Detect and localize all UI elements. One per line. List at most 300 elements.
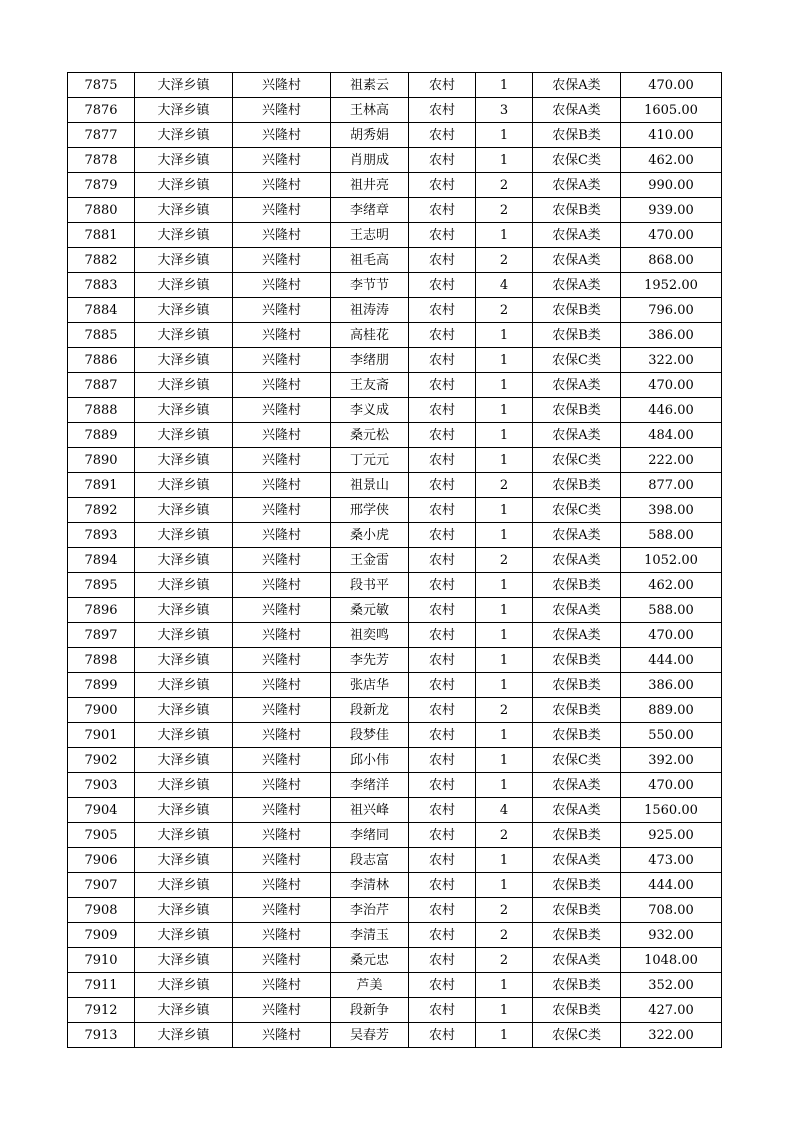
table-row bbox=[68, 948, 722, 973]
cell-village: 兴隆村 bbox=[233, 248, 331, 273]
cell-row-number: 7895 bbox=[68, 573, 135, 598]
cell-township: 大泽乡镇 bbox=[135, 398, 233, 423]
cell-row-number: 7900 bbox=[68, 698, 135, 723]
cell-amount: 1560.00 bbox=[621, 798, 722, 823]
cell-row-number: 7879 bbox=[68, 173, 135, 198]
table-row bbox=[68, 773, 722, 798]
cell-insurance-type: 农保A类 bbox=[533, 773, 621, 798]
cell-row-number: 7898 bbox=[68, 648, 135, 673]
table-row bbox=[68, 498, 722, 523]
cell-category: 农村 bbox=[409, 848, 476, 873]
cell-name: 李节节 bbox=[331, 273, 409, 298]
roster-table-body bbox=[68, 73, 722, 1048]
cell-row-number: 7909 bbox=[68, 923, 135, 948]
cell-category: 农村 bbox=[409, 523, 476, 548]
cell-village: 兴隆村 bbox=[233, 373, 331, 398]
cell-township: 大泽乡镇 bbox=[135, 173, 233, 198]
cell-township: 大泽乡镇 bbox=[135, 923, 233, 948]
cell-insurance-type: 农保B类 bbox=[533, 198, 621, 223]
cell-household-size: 3 bbox=[476, 98, 533, 123]
cell-village: 兴隆村 bbox=[233, 648, 331, 673]
cell-insurance-type: 农保C类 bbox=[533, 1023, 621, 1048]
cell-row-number: 7882 bbox=[68, 248, 135, 273]
cell-village: 兴隆村 bbox=[233, 598, 331, 623]
cell-village: 兴隆村 bbox=[233, 523, 331, 548]
cell-household-size: 1 bbox=[476, 498, 533, 523]
cell-household-size: 1 bbox=[476, 73, 533, 98]
cell-category: 农村 bbox=[409, 923, 476, 948]
cell-insurance-type: 农保B类 bbox=[533, 673, 621, 698]
cell-household-size: 1 bbox=[476, 773, 533, 798]
cell-township: 大泽乡镇 bbox=[135, 998, 233, 1023]
cell-township: 大泽乡镇 bbox=[135, 973, 233, 998]
cell-village: 兴隆村 bbox=[233, 448, 331, 473]
table-row bbox=[68, 373, 722, 398]
cell-village: 兴隆村 bbox=[233, 848, 331, 873]
cell-row-number: 7908 bbox=[68, 898, 135, 923]
cell-household-size: 2 bbox=[476, 473, 533, 498]
cell-village: 兴隆村 bbox=[233, 223, 331, 248]
cell-name: 祖兴峰 bbox=[331, 798, 409, 823]
cell-household-size: 2 bbox=[476, 173, 533, 198]
cell-insurance-type: 农保A类 bbox=[533, 523, 621, 548]
cell-category: 农村 bbox=[409, 123, 476, 148]
cell-category: 农村 bbox=[409, 98, 476, 123]
cell-row-number: 7907 bbox=[68, 873, 135, 898]
cell-row-number: 7894 bbox=[68, 548, 135, 573]
cell-village: 兴隆村 bbox=[233, 948, 331, 973]
cell-row-number: 7875 bbox=[68, 73, 135, 98]
cell-township: 大泽乡镇 bbox=[135, 723, 233, 748]
cell-township: 大泽乡镇 bbox=[135, 1023, 233, 1048]
cell-township: 大泽乡镇 bbox=[135, 773, 233, 798]
cell-row-number: 7902 bbox=[68, 748, 135, 773]
cell-village: 兴隆村 bbox=[233, 423, 331, 448]
cell-amount: 484.00 bbox=[621, 423, 722, 448]
cell-row-number: 7889 bbox=[68, 423, 135, 448]
cell-row-number: 7912 bbox=[68, 998, 135, 1023]
cell-category: 农村 bbox=[409, 698, 476, 723]
table-row bbox=[68, 298, 722, 323]
cell-household-size: 2 bbox=[476, 923, 533, 948]
cell-township: 大泽乡镇 bbox=[135, 323, 233, 348]
cell-name: 张店华 bbox=[331, 673, 409, 698]
cell-village: 兴隆村 bbox=[233, 298, 331, 323]
cell-amount: 925.00 bbox=[621, 823, 722, 848]
cell-amount: 222.00 bbox=[621, 448, 722, 473]
cell-category: 农村 bbox=[409, 998, 476, 1023]
cell-insurance-type: 农保B类 bbox=[533, 648, 621, 673]
cell-name: 祖景山 bbox=[331, 473, 409, 498]
cell-row-number: 7884 bbox=[68, 298, 135, 323]
cell-amount: 1605.00 bbox=[621, 98, 722, 123]
cell-village: 兴隆村 bbox=[233, 198, 331, 223]
cell-category: 农村 bbox=[409, 798, 476, 823]
cell-insurance-type: 农保A类 bbox=[533, 598, 621, 623]
cell-village: 兴隆村 bbox=[233, 823, 331, 848]
cell-insurance-type: 农保A类 bbox=[533, 623, 621, 648]
cell-township: 大泽乡镇 bbox=[135, 548, 233, 573]
cell-amount: 932.00 bbox=[621, 923, 722, 948]
table-row bbox=[68, 123, 722, 148]
cell-township: 大泽乡镇 bbox=[135, 623, 233, 648]
cell-township: 大泽乡镇 bbox=[135, 298, 233, 323]
cell-insurance-type: 农保B类 bbox=[533, 998, 621, 1023]
cell-household-size: 2 bbox=[476, 898, 533, 923]
cell-village: 兴隆村 bbox=[233, 98, 331, 123]
cell-village: 兴隆村 bbox=[233, 698, 331, 723]
table-row bbox=[68, 173, 722, 198]
cell-township: 大泽乡镇 bbox=[135, 248, 233, 273]
cell-amount: 470.00 bbox=[621, 373, 722, 398]
cell-insurance-type: 农保B类 bbox=[533, 923, 621, 948]
cell-township: 大泽乡镇 bbox=[135, 748, 233, 773]
cell-village: 兴隆村 bbox=[233, 723, 331, 748]
cell-amount: 588.00 bbox=[621, 523, 722, 548]
cell-household-size: 1 bbox=[476, 148, 533, 173]
cell-amount: 386.00 bbox=[621, 673, 722, 698]
cell-row-number: 7906 bbox=[68, 848, 135, 873]
cell-name: 段志富 bbox=[331, 848, 409, 873]
cell-amount: 427.00 bbox=[621, 998, 722, 1023]
cell-township: 大泽乡镇 bbox=[135, 798, 233, 823]
cell-amount: 470.00 bbox=[621, 623, 722, 648]
cell-insurance-type: 农保A类 bbox=[533, 73, 621, 98]
cell-row-number: 7910 bbox=[68, 948, 135, 973]
cell-village: 兴隆村 bbox=[233, 73, 331, 98]
table-row bbox=[68, 673, 722, 698]
cell-row-number: 7887 bbox=[68, 373, 135, 398]
cell-amount: 470.00 bbox=[621, 773, 722, 798]
cell-amount: 1048.00 bbox=[621, 948, 722, 973]
table-row bbox=[68, 448, 722, 473]
cell-row-number: 7876 bbox=[68, 98, 135, 123]
cell-village: 兴隆村 bbox=[233, 148, 331, 173]
cell-household-size: 2 bbox=[476, 948, 533, 973]
cell-category: 农村 bbox=[409, 223, 476, 248]
cell-household-size: 2 bbox=[476, 298, 533, 323]
cell-amount: 990.00 bbox=[621, 173, 722, 198]
cell-category: 农村 bbox=[409, 823, 476, 848]
cell-category: 农村 bbox=[409, 948, 476, 973]
cell-amount: 444.00 bbox=[621, 873, 722, 898]
table-row bbox=[68, 873, 722, 898]
cell-township: 大泽乡镇 bbox=[135, 123, 233, 148]
cell-row-number: 7911 bbox=[68, 973, 135, 998]
cell-household-size: 1 bbox=[476, 998, 533, 1023]
cell-row-number: 7891 bbox=[68, 473, 135, 498]
cell-village: 兴隆村 bbox=[233, 273, 331, 298]
cell-household-size: 1 bbox=[476, 348, 533, 373]
cell-village: 兴隆村 bbox=[233, 898, 331, 923]
cell-row-number: 7893 bbox=[68, 523, 135, 548]
cell-insurance-type: 农保C类 bbox=[533, 348, 621, 373]
cell-insurance-type: 农保A类 bbox=[533, 248, 621, 273]
cell-village: 兴隆村 bbox=[233, 123, 331, 148]
cell-category: 农村 bbox=[409, 748, 476, 773]
cell-name: 段梦佳 bbox=[331, 723, 409, 748]
table-row bbox=[68, 698, 722, 723]
table-row bbox=[68, 648, 722, 673]
cell-category: 农村 bbox=[409, 648, 476, 673]
cell-name: 李绪洋 bbox=[331, 773, 409, 798]
cell-row-number: 7883 bbox=[68, 273, 135, 298]
cell-row-number: 7890 bbox=[68, 448, 135, 473]
table-row bbox=[68, 823, 722, 848]
cell-township: 大泽乡镇 bbox=[135, 598, 233, 623]
cell-insurance-type: 农保C类 bbox=[533, 448, 621, 473]
cell-township: 大泽乡镇 bbox=[135, 148, 233, 173]
cell-row-number: 7886 bbox=[68, 348, 135, 373]
cell-name: 李清林 bbox=[331, 873, 409, 898]
table-row bbox=[68, 723, 722, 748]
cell-village: 兴隆村 bbox=[233, 748, 331, 773]
cell-row-number: 7888 bbox=[68, 398, 135, 423]
cell-row-number: 7880 bbox=[68, 198, 135, 223]
cell-amount: 470.00 bbox=[621, 73, 722, 98]
table-row bbox=[68, 473, 722, 498]
cell-name: 李义成 bbox=[331, 398, 409, 423]
cell-township: 大泽乡镇 bbox=[135, 673, 233, 698]
cell-category: 农村 bbox=[409, 723, 476, 748]
cell-category: 农村 bbox=[409, 1023, 476, 1048]
table-row bbox=[68, 423, 722, 448]
cell-name: 吴春芳 bbox=[331, 1023, 409, 1048]
cell-household-size: 1 bbox=[476, 323, 533, 348]
cell-household-size: 2 bbox=[476, 548, 533, 573]
cell-village: 兴隆村 bbox=[233, 173, 331, 198]
cell-name: 桑小虎 bbox=[331, 523, 409, 548]
cell-amount: 796.00 bbox=[621, 298, 722, 323]
cell-household-size: 1 bbox=[476, 648, 533, 673]
cell-name: 桑元松 bbox=[331, 423, 409, 448]
cell-household-size: 1 bbox=[476, 523, 533, 548]
cell-category: 农村 bbox=[409, 73, 476, 98]
cell-name: 祖素云 bbox=[331, 73, 409, 98]
cell-category: 农村 bbox=[409, 973, 476, 998]
cell-row-number: 7913 bbox=[68, 1023, 135, 1048]
cell-name: 王友斋 bbox=[331, 373, 409, 398]
cell-amount: 392.00 bbox=[621, 748, 722, 773]
cell-category: 农村 bbox=[409, 423, 476, 448]
table-row bbox=[68, 73, 722, 98]
cell-category: 农村 bbox=[409, 373, 476, 398]
cell-name: 桑元敏 bbox=[331, 598, 409, 623]
cell-name: 李绪朋 bbox=[331, 348, 409, 373]
cell-township: 大泽乡镇 bbox=[135, 448, 233, 473]
cell-category: 农村 bbox=[409, 198, 476, 223]
cell-household-size: 1 bbox=[476, 848, 533, 873]
cell-insurance-type: 农保B类 bbox=[533, 123, 621, 148]
cell-name: 段新争 bbox=[331, 998, 409, 1023]
cell-household-size: 1 bbox=[476, 448, 533, 473]
cell-name: 王金雷 bbox=[331, 548, 409, 573]
cell-village: 兴隆村 bbox=[233, 398, 331, 423]
cell-insurance-type: 农保C类 bbox=[533, 748, 621, 773]
cell-insurance-type: 农保A类 bbox=[533, 848, 621, 873]
cell-category: 农村 bbox=[409, 573, 476, 598]
cell-name: 丁元元 bbox=[331, 448, 409, 473]
table-row bbox=[68, 1023, 722, 1048]
cell-category: 农村 bbox=[409, 448, 476, 473]
cell-household-size: 1 bbox=[476, 223, 533, 248]
cell-insurance-type: 农保B类 bbox=[533, 398, 621, 423]
cell-household-size: 1 bbox=[476, 723, 533, 748]
cell-village: 兴隆村 bbox=[233, 998, 331, 1023]
table-row bbox=[68, 898, 722, 923]
cell-row-number: 7903 bbox=[68, 773, 135, 798]
cell-row-number: 7896 bbox=[68, 598, 135, 623]
table-row bbox=[68, 573, 722, 598]
cell-name: 李治芹 bbox=[331, 898, 409, 923]
cell-township: 大泽乡镇 bbox=[135, 698, 233, 723]
cell-category: 农村 bbox=[409, 873, 476, 898]
cell-township: 大泽乡镇 bbox=[135, 198, 233, 223]
table-row bbox=[68, 198, 722, 223]
cell-village: 兴隆村 bbox=[233, 873, 331, 898]
cell-amount: 322.00 bbox=[621, 1023, 722, 1048]
cell-name: 芦美 bbox=[331, 973, 409, 998]
cell-name: 肖朋成 bbox=[331, 148, 409, 173]
cell-row-number: 7904 bbox=[68, 798, 135, 823]
table-row bbox=[68, 148, 722, 173]
cell-household-size: 2 bbox=[476, 198, 533, 223]
cell-name: 祖毛高 bbox=[331, 248, 409, 273]
table-row bbox=[68, 923, 722, 948]
cell-name: 桑元忠 bbox=[331, 948, 409, 973]
cell-insurance-type: 农保B类 bbox=[533, 698, 621, 723]
cell-name: 高桂花 bbox=[331, 323, 409, 348]
roster-table bbox=[67, 72, 722, 1048]
cell-name: 王林高 bbox=[331, 98, 409, 123]
cell-amount: 708.00 bbox=[621, 898, 722, 923]
cell-township: 大泽乡镇 bbox=[135, 98, 233, 123]
cell-category: 农村 bbox=[409, 248, 476, 273]
cell-category: 农村 bbox=[409, 298, 476, 323]
cell-village: 兴隆村 bbox=[233, 573, 331, 598]
cell-amount: 473.00 bbox=[621, 848, 722, 873]
cell-household-size: 4 bbox=[476, 798, 533, 823]
cell-household-size: 1 bbox=[476, 1023, 533, 1048]
cell-insurance-type: 农保A类 bbox=[533, 98, 621, 123]
cell-household-size: 2 bbox=[476, 248, 533, 273]
cell-category: 农村 bbox=[409, 148, 476, 173]
cell-amount: 939.00 bbox=[621, 198, 722, 223]
cell-household-size: 1 bbox=[476, 373, 533, 398]
cell-village: 兴隆村 bbox=[233, 773, 331, 798]
cell-amount: 462.00 bbox=[621, 573, 722, 598]
cell-insurance-type: 农保A类 bbox=[533, 373, 621, 398]
cell-insurance-type: 农保A类 bbox=[533, 798, 621, 823]
cell-insurance-type: 农保B类 bbox=[533, 298, 621, 323]
cell-household-size: 2 bbox=[476, 823, 533, 848]
cell-category: 农村 bbox=[409, 498, 476, 523]
cell-row-number: 7878 bbox=[68, 148, 135, 173]
cell-household-size: 1 bbox=[476, 423, 533, 448]
cell-township: 大泽乡镇 bbox=[135, 823, 233, 848]
table-row bbox=[68, 98, 722, 123]
cell-category: 农村 bbox=[409, 273, 476, 298]
cell-household-size: 1 bbox=[476, 123, 533, 148]
cell-name: 王志明 bbox=[331, 223, 409, 248]
cell-township: 大泽乡镇 bbox=[135, 473, 233, 498]
cell-village: 兴隆村 bbox=[233, 623, 331, 648]
cell-household-size: 1 bbox=[476, 873, 533, 898]
cell-name: 祖井亮 bbox=[331, 173, 409, 198]
cell-township: 大泽乡镇 bbox=[135, 648, 233, 673]
cell-household-size: 2 bbox=[476, 698, 533, 723]
cell-insurance-type: 农保A类 bbox=[533, 423, 621, 448]
cell-household-size: 1 bbox=[476, 398, 533, 423]
cell-insurance-type: 农保C类 bbox=[533, 498, 621, 523]
cell-village: 兴隆村 bbox=[233, 673, 331, 698]
cell-township: 大泽乡镇 bbox=[135, 273, 233, 298]
table-row bbox=[68, 523, 722, 548]
cell-township: 大泽乡镇 bbox=[135, 223, 233, 248]
cell-name: 李清玉 bbox=[331, 923, 409, 948]
cell-name: 邱小伟 bbox=[331, 748, 409, 773]
cell-amount: 322.00 bbox=[621, 348, 722, 373]
table-row bbox=[68, 323, 722, 348]
table-row bbox=[68, 848, 722, 873]
cell-township: 大泽乡镇 bbox=[135, 423, 233, 448]
cell-township: 大泽乡镇 bbox=[135, 373, 233, 398]
cell-amount: 1952.00 bbox=[621, 273, 722, 298]
cell-category: 农村 bbox=[409, 398, 476, 423]
cell-township: 大泽乡镇 bbox=[135, 498, 233, 523]
table-row bbox=[68, 248, 722, 273]
cell-name: 段书平 bbox=[331, 573, 409, 598]
cell-row-number: 7899 bbox=[68, 673, 135, 698]
cell-insurance-type: 农保B类 bbox=[533, 873, 621, 898]
cell-row-number: 7901 bbox=[68, 723, 135, 748]
cell-village: 兴隆村 bbox=[233, 923, 331, 948]
cell-village: 兴隆村 bbox=[233, 973, 331, 998]
cell-village: 兴隆村 bbox=[233, 323, 331, 348]
cell-household-size: 1 bbox=[476, 973, 533, 998]
cell-amount: 470.00 bbox=[621, 223, 722, 248]
cell-row-number: 7885 bbox=[68, 323, 135, 348]
cell-amount: 1052.00 bbox=[621, 548, 722, 573]
table-row bbox=[68, 798, 722, 823]
cell-name: 李绪章 bbox=[331, 198, 409, 223]
cell-amount: 352.00 bbox=[621, 973, 722, 998]
table-row bbox=[68, 998, 722, 1023]
cell-amount: 889.00 bbox=[621, 698, 722, 723]
cell-category: 农村 bbox=[409, 173, 476, 198]
table-row bbox=[68, 598, 722, 623]
table-row bbox=[68, 348, 722, 373]
cell-insurance-type: 农保B类 bbox=[533, 573, 621, 598]
cell-household-size: 1 bbox=[476, 623, 533, 648]
cell-name: 段新龙 bbox=[331, 698, 409, 723]
cell-amount: 410.00 bbox=[621, 123, 722, 148]
cell-amount: 446.00 bbox=[621, 398, 722, 423]
cell-amount: 398.00 bbox=[621, 498, 722, 523]
cell-category: 农村 bbox=[409, 598, 476, 623]
table-row bbox=[68, 548, 722, 573]
cell-category: 农村 bbox=[409, 323, 476, 348]
cell-row-number: 7881 bbox=[68, 223, 135, 248]
cell-row-number: 7897 bbox=[68, 623, 135, 648]
cell-household-size: 1 bbox=[476, 748, 533, 773]
cell-household-size: 1 bbox=[476, 673, 533, 698]
cell-insurance-type: 农保A类 bbox=[533, 948, 621, 973]
table-row bbox=[68, 273, 722, 298]
cell-category: 农村 bbox=[409, 473, 476, 498]
cell-name: 祖涛涛 bbox=[331, 298, 409, 323]
cell-insurance-type: 农保B类 bbox=[533, 723, 621, 748]
